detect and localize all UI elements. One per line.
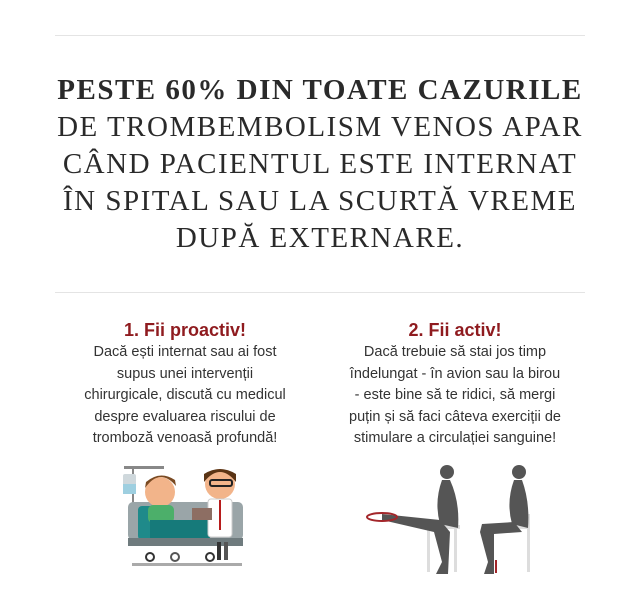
headline-line: PESTE 60% DIN TOATE CAZURILE: [57, 74, 583, 106]
tip-line: tromboză venoasă profundă!: [92, 430, 278, 446]
tip-proactive: [55, 318, 315, 450]
tip-title: 2. Fii activ!: [408, 320, 502, 340]
seated-exercise-illustration: [362, 462, 552, 577]
tip-line: - este bine să te ridici, să mergi: [354, 387, 556, 403]
tip-line: îndelungat - în avion sau la birou: [349, 365, 561, 382]
headline-line: ÎN SPITAL SAU LA SCURTĂ VREME: [63, 185, 577, 217]
tip-title: 1. Fii proactiv!: [123, 320, 247, 340]
middle-divider: [55, 292, 585, 293]
tip-line: supus unei intervenții: [116, 365, 254, 382]
tip-line: Dacă trebuie să stai jos timp: [363, 344, 547, 360]
top-divider: [55, 35, 585, 36]
tip-line: despre evaluarea riscului de: [94, 408, 276, 425]
tip-line: puțin și să faci câteva exerciții de: [349, 408, 561, 425]
headline-line: CÂND PACIENTUL ESTE INTERNAT: [62, 148, 578, 180]
headline: [0, 72, 640, 257]
tip-line: chirurgicale, discută cu medicul: [84, 387, 286, 403]
tip-active: [325, 318, 585, 450]
tip-text: [55, 342, 315, 450]
tip-line: Dacă ești internat sau ai fost: [93, 344, 277, 360]
tip-text: [325, 342, 585, 450]
headline-line: DUPĂ EXTERNARE.: [175, 222, 465, 254]
tip-line: stimulare a circulației sanguine!: [353, 430, 557, 446]
patient-doctor-illustration: [120, 462, 250, 577]
headline-line: DE TROMBEMBOLISM VENOS APAR: [57, 111, 583, 143]
